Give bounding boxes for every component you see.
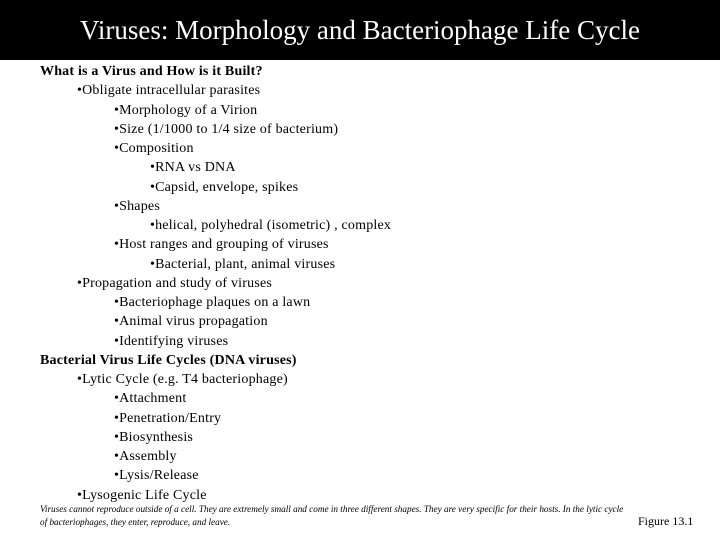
- outline-item: •Size (1/1000 to 1/4 size of bacterium): [114, 121, 339, 137]
- outline-item: •RNA vs DNA: [150, 160, 236, 176]
- outline-item: •Composition: [114, 141, 194, 156]
- title-bar: [0, 0, 720, 60]
- slide-caption: Viruses cannot reproduce outside of a cell. They are extremely small and come in three different shapes. They are very specific for their hosts. In the lytic cycle of bacteriophages, they enter, reproduce, and leave.: [40, 504, 624, 527]
- outline-item: •Bacteriophage plaques on a lawn: [114, 295, 311, 310]
- outline-item: •Animal virus propagation: [114, 314, 268, 330]
- outline-item: •Host ranges and grouping of viruses: [114, 237, 329, 253]
- outline-item: •Morphology of a Virion: [114, 102, 258, 118]
- outline-item: •Attachment: [114, 391, 187, 407]
- outline-item: •Penetration/Entry: [114, 410, 222, 426]
- outline-item: •Assembly: [114, 449, 177, 464]
- outline-item: •Lysis/Release: [114, 468, 199, 484]
- outline-item: •Lysogenic Life Cycle: [77, 487, 207, 503]
- outline-item: •Propagation and study of viruses: [77, 275, 273, 291]
- outline-item: •Bacterial, plant, animal viruses: [150, 256, 336, 272]
- figure-label: Figure 13.1: [638, 514, 694, 528]
- outline-item: •Lytic Cycle (e.g. T4 bacteriophage): [77, 372, 288, 387]
- outline-item: •Biosynthesis: [114, 429, 194, 445]
- outline-item: •helical, polyhedral (isometric) , complex: [150, 218, 392, 233]
- outline-item: •Shapes: [114, 198, 160, 214]
- section-heading: What is a Virus and How is it Built?: [40, 64, 263, 79]
- outline-item: •Obligate intracellular parasites: [77, 83, 261, 99]
- section-heading: Bacterial Virus Life Cycles (DNA viruses): [40, 352, 297, 368]
- outline-item: •Capsid, envelope, spikes: [150, 179, 299, 195]
- outline-item: •Identifying viruses: [114, 333, 229, 349]
- slide-title: Viruses: Morphology and Bacteriophage Life Cycle: [80, 14, 640, 45]
